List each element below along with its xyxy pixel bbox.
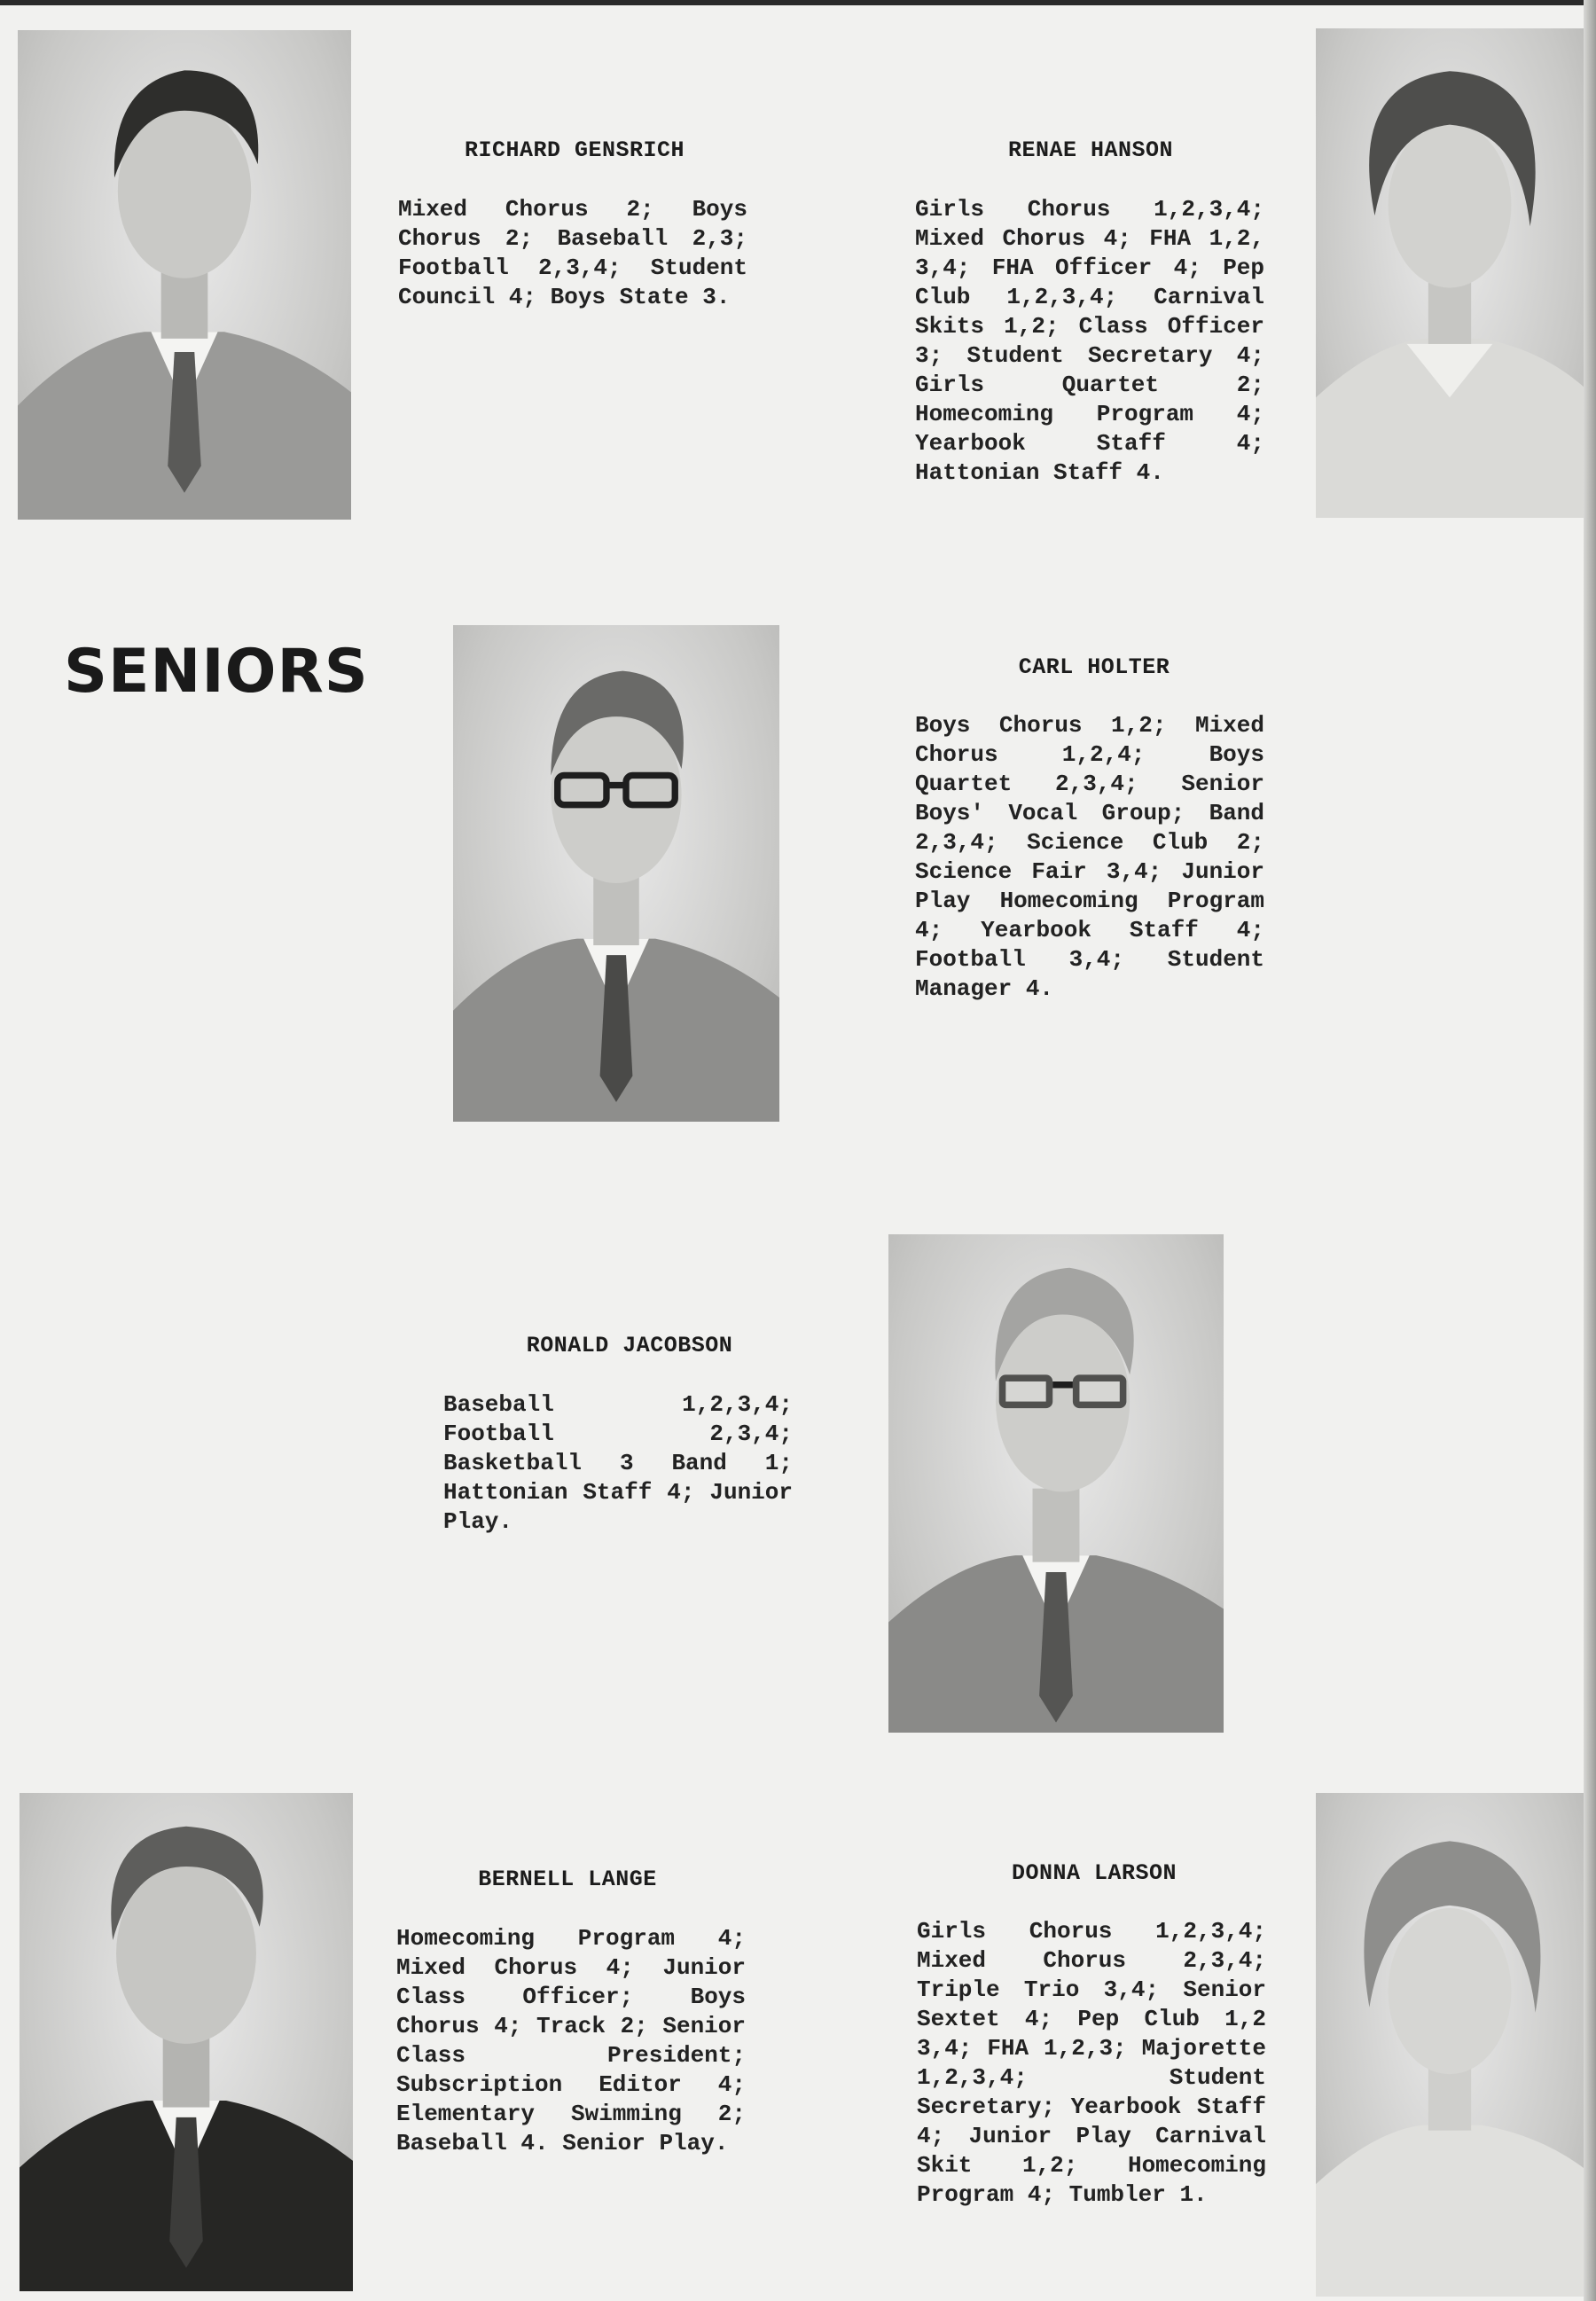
senior-name: RICHARD GENSRICH (464, 137, 685, 163)
senior-name: CARL HOLTER (1018, 654, 1170, 680)
page-heading: SENIORS (64, 637, 369, 707)
portrait-photo-renae-hanson (1316, 28, 1584, 518)
page-binding-edge (1584, 0, 1596, 2301)
portrait-photo-carl-holter (453, 625, 779, 1122)
senior-name: RONALD JACOBSON (526, 1333, 733, 1358)
portrait-photo-bernell-lange (20, 1793, 353, 2291)
portrait-photo-ronald-jacobson (888, 1234, 1224, 1733)
portrait-photo-richard-gensrich (18, 30, 351, 520)
senior-activities: Mixed Chorus 2; Boys Chorus 2; Baseball 2,3; Football 2,3,4; Student Council 4; Boys State 3. (398, 196, 747, 310)
senior-name: RENAE HANSON (1007, 137, 1174, 163)
senior-activities: Baseball 1,2,3,4; Football 2,3,4; Basketball 3 Band 1; Hattonian Staff 4; Junior Play. (443, 1391, 793, 1535)
senior-activities: Girls Chorus 1,2,3,4; Mixed Chorus 2,3,4; Triple Trio 3,4; Senior Sextet 4; Pep Club 1,2 3,4; FHA 1,2,3; Majorette 1,2,3,4; Student Secretary; Yearbook Staff 4; Junior Play Carnival Skit 1,2; Homecoming Program 4; Tumbler 1. (917, 1918, 1266, 2208)
page-top-edge (0, 0, 1596, 5)
senior-name: BERNELL LANGE (478, 1867, 657, 1892)
senior-activities: Homecoming Program 4; Mixed Chorus 4; Junior Class Officer; Boys Chorus 4; Track 2; Senior Class President; Subscription Editor 4; Elementary Swimming 2; Baseball 4. Senior Play. (396, 1925, 746, 2156)
senior-activities: Boys Chorus 1,2; Mixed Chorus 1,2,4; Boys Quartet 2,3,4; Senior Boys' Vocal Group; Band 2,3,4; Science Club 2; Science Fair 3,4; Junior Play Homecoming Program 4; Yearbook Staff 4; Football 3,4; Student Manager 4. (915, 712, 1264, 1002)
senior-name: DONNA LARSON (1011, 1860, 1177, 1886)
portrait-photo-donna-larson (1316, 1793, 1584, 2297)
senior-activities: Girls Chorus 1,2,3,4; Mixed Chorus 4; FHA 1,2, 3,4; FHA Officer 4; Pep Club 1,2,3,4; Carnival Skits 1,2; Class Officer 3; Student Secretary 4; Girls Quartet 2; Homecoming Program 4; Yearbook Staff 4; Hattonian Staff 4. (915, 196, 1264, 486)
